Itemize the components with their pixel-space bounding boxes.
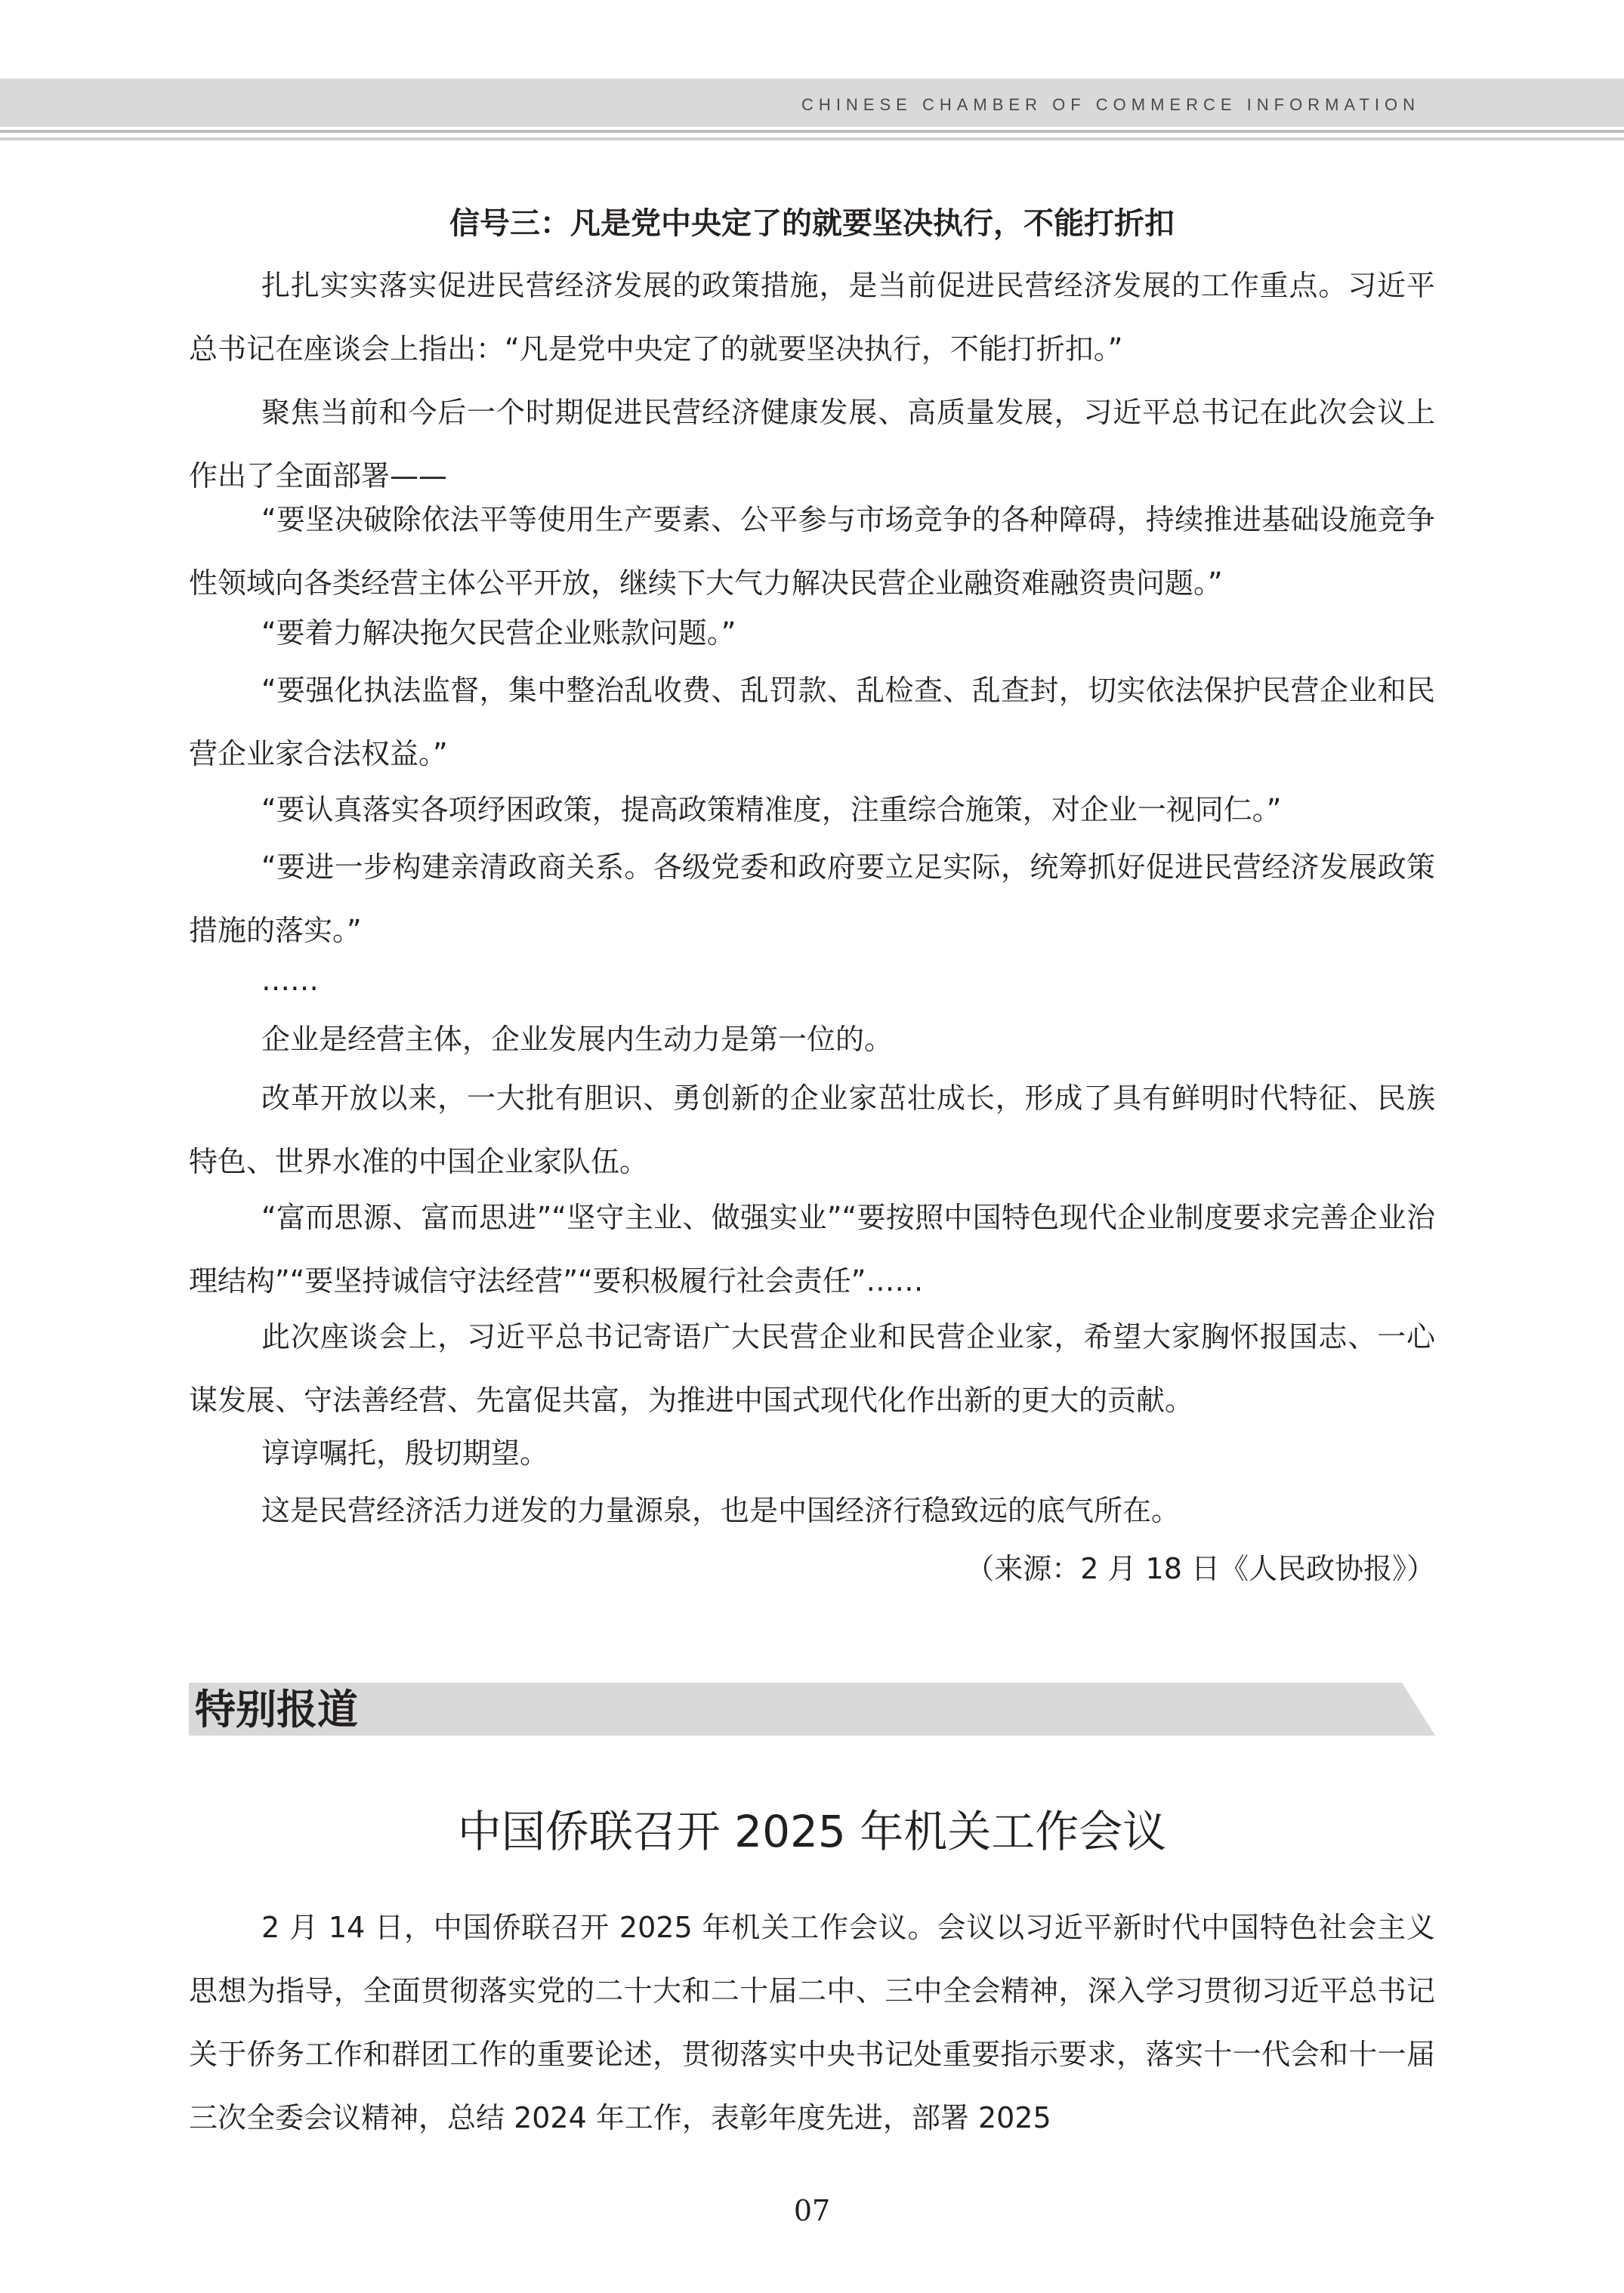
quote-paragraph: “要强化执法监督，集中整治乱收费、乱罚款、乱检查、乱查封，切实依法保护民营企业和民营企业家合法权益。” [189,674,1435,770]
section-banner [189,1683,1435,1736]
quote-paragraph: “要认真落实各项纾困政策，提高政策精准度，注重综合施策，对企业一视同仁。” [261,793,1282,826]
quote-paragraph: “要着力解决拖欠民营企业账款问题。” [261,616,736,650]
paragraph: “富而思源、富而思进”“坚守主业、做强实业”“要按照中国特色现代企业制度要求完善企业治理结构”“要坚持诚信守法经营”“要积极履行社会责任”…… [189,1201,1435,1298]
section-heading: 信号三：凡是党中央定了的就要坚决执行，不能打折扣 [449,206,1175,241]
paragraph: 扎扎实实落实促进民营经济发展的政策措施，是当前促进民营经济发展的工作重点。习近平总书记在座谈会上指出：“凡是党中央定了的就要坚决执行，不能打折扣。” [189,269,1435,366]
article-title: 中国侨联召开 2025 年机关工作会议 [457,1806,1167,1857]
header-rule-secondary [0,137,1624,140]
quote-paragraph: “要进一步构建亲清政商关系。各级党委和政府要立足实际，统筹抓好促进民营经济发展政策措施的落实。” [189,850,1435,947]
paragraph: 谆谆嘱托，殷切期望。 [261,1437,549,1470]
paragraph: 2 月 14 日，中国侨联召开 2025 年机关工作会议。会议以习近平新时代中国特色社会主义思想为指导，全面贯彻落实党的二十大和二十届二中、三中全会精神，深入学习贯彻习近平总书记关于侨务工作和群团工作的重要论述，贯彻落实中央书记处重要指示要求，落实十一代会和十一届三次全委会议精神，总结 2024 年工作，表彰年度先进，部署 2025 [189,1911,1435,2134]
quote-paragraph: “要坚决破除依法平等使用生产要素、公平参与市场竞争的各种障碍，持续推进基础设施竞争性领域向各类经营主体公平开放，继续下大气力解决民营企业融资难融资贵问题。” [189,503,1435,600]
paragraph: 此次座谈会上，习近平总书记寄语广大民营企业和民营企业家，希望大家胸怀报国志、一心谋发展、守法善经营、先富促共富，为推进中国式现代化作出新的更大的贡献。 [189,1320,1435,1417]
ellipsis-paragraph: …… [261,964,319,997]
paragraph: 这是民营经济活力迸发的力量源泉，也是中国经济行稳致远的底气所在。 [261,1494,1181,1527]
paragraph: 改革开放以来，一大批有胆识、勇创新的企业家茁壮成长，形成了具有鲜明时代特征、民族特色、世界水准的中国企业家队伍。 [189,1082,1435,1178]
section-banner-label: 特别报道 [195,1685,358,1733]
source-citation: （来源：2 月 18 日《人民政协报》） [965,1552,1435,1585]
running-header-title: CHINESE CHAMBER OF COMMERCE INFORMATION [801,95,1420,114]
paragraph: 企业是经营主体，企业发展内生动力是第一位的。 [261,1023,894,1056]
header-rule [0,130,1624,133]
paragraph: 聚焦当前和今后一个时期促进民营经济健康发展、高质量发展，习近平总书记在此次会议上作出了全面部署—— [189,396,1435,492]
page-number: 07 [793,2194,831,2227]
